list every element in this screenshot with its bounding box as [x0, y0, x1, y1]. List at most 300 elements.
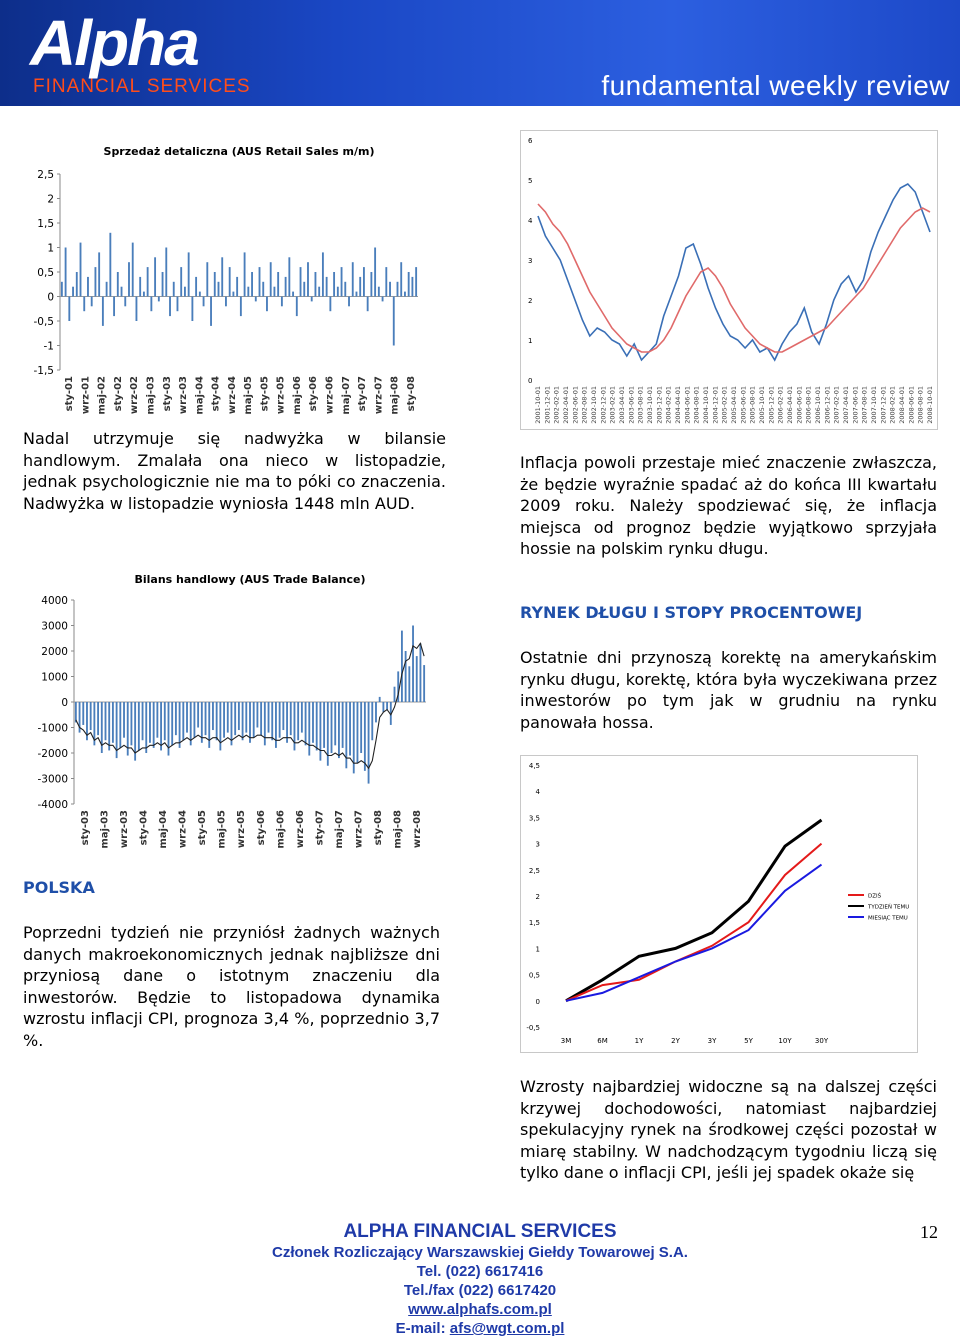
x-tick-label: 2001-12-01	[543, 386, 552, 424]
y-tick-label: 1000	[41, 671, 68, 684]
bar	[113, 297, 115, 317]
inflation-chart	[520, 130, 938, 430]
x-tick-label: 2002-12-01	[599, 386, 608, 424]
bar	[268, 702, 270, 733]
bar	[405, 651, 407, 702]
yield-curve-paragraph: Wzrosty najbardziej widoczne są na dalszej części krzywej dochodowości, natomiast najbardziej spekulacyjny rynek na środkowej części pozostał w miarę stabilny. W nadchodzącym tygodniu liczą się tylko dane o inflacji CPI, jeśli jej spadek okaże się	[520, 1077, 937, 1183]
x-tick-label: sty-06	[255, 810, 267, 846]
bar	[179, 702, 181, 748]
bar	[382, 702, 384, 712]
y-tick-label: 1	[528, 337, 533, 345]
bar	[311, 297, 313, 302]
bar	[173, 282, 175, 297]
bar	[242, 702, 244, 740]
bar	[238, 702, 240, 730]
y-tick-label: 2	[528, 297, 533, 305]
brand-logo: Alpha	[30, 7, 198, 79]
bar	[334, 702, 336, 745]
bar	[386, 702, 388, 710]
x-tick-label: sty-02	[112, 376, 124, 412]
y-tick-label: 3000	[41, 620, 68, 633]
polska-paragraph: Poprzedni tydzień nie przyniósł żadnych ważnych danych makroekonomicznych jednak najbliższe dni przyniosą dane o istotnym znaczeniu dla inwestorów. Będzie to listopadowa dynamika wzrostu inflacji CPI, prognoza 3,4 %, poprzednio 3,7 %.	[23, 923, 440, 1050]
bar	[165, 248, 167, 297]
x-tick-label: maj-04	[158, 810, 169, 849]
bar	[205, 702, 207, 735]
bar	[375, 702, 377, 722]
x-tick-label: 2007-12-01	[879, 386, 888, 424]
bar	[188, 252, 190, 296]
x-tick-label: wrz-03	[178, 376, 190, 415]
bar	[223, 702, 225, 738]
bar	[83, 297, 85, 312]
bar	[210, 297, 212, 326]
x-tick-label: 2007-06-01	[851, 386, 860, 424]
bar	[203, 297, 205, 307]
x-tick-label: 10Y	[778, 1037, 792, 1045]
email-label: E-mail:	[395, 1320, 450, 1337]
bar	[300, 267, 302, 296]
inflation-paragraph: Inflacja powoli przestaje mieć znaczenie zwłaszcza, że będzie wyraźnie spadać aż do końca III kwartału 2009 roku. Należy spodziewać się, że inflacja miejsca od prognoz będzie wyjątkowo sprzyjała hossie na polskim rynku długu.	[520, 453, 937, 559]
bar	[112, 702, 114, 743]
x-tick-label: maj-06	[275, 810, 287, 849]
bar	[199, 292, 201, 297]
x-tick-label: 2004-04-01	[674, 386, 682, 424]
x-tick-label: sty-04	[210, 376, 222, 412]
y-tick-label: 6	[528, 137, 533, 145]
bar	[98, 252, 100, 296]
bar	[397, 282, 399, 297]
x-tick-label: 2005-04-01	[730, 386, 738, 424]
y-tick-label: 1	[535, 945, 540, 954]
y-tick-label: 4,5	[528, 762, 540, 770]
bar	[333, 272, 335, 297]
bar	[348, 297, 350, 307]
bar	[132, 243, 134, 297]
x-tick-label: wrz-04	[226, 376, 238, 415]
bar	[139, 277, 141, 297]
bar	[322, 252, 324, 296]
bar	[221, 257, 223, 296]
bar	[197, 702, 199, 728]
yield-curve-chart	[520, 755, 918, 1053]
x-tick-label: wrz-05	[236, 810, 248, 849]
bar	[208, 702, 210, 748]
bar	[82, 702, 84, 725]
x-tick-label: 2004-12-01	[711, 386, 720, 424]
y-tick-label: -1,5	[33, 365, 54, 377]
x-tick-label: 2008-10-01	[926, 386, 934, 424]
bar	[153, 702, 155, 748]
bar	[394, 687, 396, 702]
bar	[143, 292, 145, 297]
x-tick-label: maj-07	[340, 376, 352, 415]
bar	[180, 267, 182, 296]
x-tick-label: 2005-02-01	[720, 386, 729, 424]
chart-frame	[521, 756, 918, 1053]
y-tick-label: 2000	[41, 646, 68, 658]
x-tick-label: 2001-10-01	[534, 386, 542, 424]
bar	[150, 297, 152, 312]
bar	[91, 297, 93, 307]
bar	[169, 297, 171, 317]
bar	[160, 702, 162, 750]
x-tick-label: 2006-12-01	[823, 386, 832, 424]
x-tick-label: sty-03	[79, 810, 91, 846]
website-link[interactable]: www.alphafs.com.pl	[408, 1301, 552, 1318]
bar	[212, 702, 214, 730]
x-tick-label: 2005-08-01	[748, 386, 757, 424]
bar	[338, 702, 340, 758]
bar	[225, 297, 227, 307]
x-tick-label: 2007-02-01	[832, 386, 841, 424]
bar	[156, 702, 158, 738]
bar	[359, 277, 361, 297]
bar	[401, 631, 403, 702]
bar	[117, 272, 119, 297]
y-tick-label: 0	[61, 697, 68, 709]
x-tick-label: wrz-03	[118, 810, 130, 849]
chart-title: Sprzedaż detaliczna (AUS Retail Sales m/m)	[103, 145, 375, 158]
bar	[68, 297, 70, 322]
x-tick-label: 2002-06-01	[571, 386, 580, 424]
x-tick-label: 2002-04-01	[562, 386, 570, 424]
x-tick-label: 2004-06-01	[683, 386, 692, 424]
bar	[315, 272, 317, 297]
x-tick-label: 2007-10-01	[870, 386, 878, 424]
bar	[344, 282, 346, 297]
x-tick-label: sty-01	[64, 376, 76, 412]
x-tick-label: 2006-06-01	[795, 386, 804, 424]
y-tick-label: 2	[47, 193, 54, 206]
x-tick-label: maj-03	[145, 376, 157, 415]
footer-member: Członek Rozliczający Warszawskiej Giełdy Towarowej S.A.	[272, 1244, 688, 1261]
debt-market-paragraph: Ostatnie dni przynoszą korektę na amerykańskim rynku długu, korektę, która była wyczekiwana przez inwestorów po tym jak w grudniu na rynku panowała hossa.	[520, 648, 937, 732]
trade-balance-paragraph: Nadal utrzymuje się nadwyżka w bilansie handlowym. Zmalała ona nieco w listopadzie, jednak psychologicznie nie ma to póki co znaczenia. Nadwyżka w listopadzie wyniosła 1448 mln AUD.	[23, 429, 446, 513]
bar	[326, 277, 328, 297]
bar	[357, 702, 359, 763]
x-tick-label: 2002-08-01	[580, 386, 589, 424]
y-tick-label: -0,5	[526, 1024, 540, 1032]
bar	[329, 297, 331, 312]
bar	[341, 267, 343, 296]
bar	[131, 702, 133, 745]
bar	[292, 292, 294, 297]
y-tick-label: -4000	[37, 799, 68, 811]
bar	[260, 702, 262, 735]
bar	[331, 702, 333, 753]
x-tick-label: wrz-04	[177, 810, 189, 849]
bar	[279, 702, 281, 738]
y-tick-label: 5	[528, 177, 533, 185]
bar	[301, 702, 303, 733]
bar	[240, 297, 242, 317]
legend-label: DZIŚ	[868, 893, 882, 900]
bar	[275, 702, 277, 748]
y-tick-label: -1000	[37, 722, 68, 735]
x-tick-label: 2004-08-01	[692, 386, 701, 424]
y-tick-label: -3000	[37, 773, 68, 786]
x-tick-label: maj-07	[334, 810, 345, 849]
bar	[138, 702, 140, 750]
bar	[124, 297, 126, 307]
bar	[123, 702, 125, 738]
x-tick-label: sty-08	[373, 810, 385, 846]
bar	[379, 697, 381, 702]
bar	[87, 277, 89, 297]
bar	[232, 292, 234, 297]
bar	[305, 702, 307, 745]
bar	[389, 282, 391, 297]
bar	[297, 702, 299, 740]
x-tick-label: 2003-04-01	[618, 386, 626, 424]
x-tick-label: sty-07	[357, 376, 369, 412]
bar	[368, 702, 370, 784]
retail-sales-chart	[22, 140, 432, 420]
bar	[282, 702, 284, 730]
bar	[186, 702, 188, 733]
x-tick-label: 2004-02-01	[664, 386, 673, 424]
x-tick-label: 2003-08-01	[636, 386, 645, 424]
x-tick-label: 3Y	[707, 1037, 717, 1045]
chart-title: Bilans handlowy (AUS Trade Balance)	[134, 573, 366, 586]
x-tick-label: 2008-02-01	[888, 386, 897, 424]
bar	[244, 252, 246, 296]
bar	[72, 287, 74, 297]
bar	[184, 287, 186, 297]
bar	[94, 267, 96, 296]
x-tick-label: 2005-12-01	[767, 386, 776, 424]
y-tick-label: 2,5	[37, 169, 54, 181]
y-tick-label: 2	[535, 893, 540, 901]
bar	[90, 702, 92, 730]
y-tick-label: 0	[528, 377, 533, 385]
bar	[277, 272, 279, 297]
header-banner	[0, 0, 960, 106]
x-tick-label: wrz-06	[294, 810, 306, 849]
bar	[227, 702, 229, 733]
bar	[75, 702, 77, 722]
bar	[404, 292, 406, 297]
x-tick-label: 30Y	[814, 1037, 829, 1045]
x-tick-label: 2002-10-01	[590, 386, 598, 424]
x-tick-label: wrz-05	[275, 376, 287, 415]
bar	[303, 282, 305, 297]
bar	[415, 267, 417, 296]
x-tick-label: 2003-06-01	[627, 386, 636, 424]
bar	[259, 267, 261, 296]
bar	[216, 702, 218, 740]
x-tick-label: sty-07	[314, 810, 326, 846]
y-tick-label: 4	[535, 788, 540, 797]
bar	[175, 702, 177, 735]
bar	[286, 702, 288, 743]
bar	[364, 702, 366, 771]
bar	[316, 702, 318, 750]
bar	[371, 702, 373, 740]
x-tick-label: wrz-07	[373, 376, 385, 415]
bar	[142, 702, 144, 740]
x-tick-label: maj-05	[243, 376, 255, 415]
x-tick-label: maj-04	[194, 376, 206, 415]
bar	[308, 702, 310, 756]
y-tick-label: 1,5	[37, 218, 54, 230]
x-tick-label: maj-02	[96, 376, 108, 415]
y-tick-label: 0,5	[37, 267, 54, 279]
bar	[262, 282, 264, 297]
bar	[190, 702, 192, 745]
bar	[382, 297, 384, 302]
bar	[97, 702, 99, 735]
y-tick-label: 2,5	[528, 866, 540, 875]
page-number: 12	[920, 1222, 938, 1242]
bar	[253, 702, 255, 738]
x-tick-label: maj-06	[291, 376, 303, 415]
bar	[296, 297, 298, 317]
email-link[interactable]: afs@wgt.com.pl	[449, 1320, 565, 1337]
bar	[128, 262, 130, 296]
x-tick-label: wrz-06	[324, 376, 336, 415]
bar	[121, 287, 123, 297]
x-tick-label: sty-06	[308, 376, 320, 412]
bar	[360, 702, 362, 753]
x-tick-label: 2005-10-01	[758, 386, 766, 424]
bar	[290, 702, 292, 735]
y-tick-label: 4000	[41, 595, 68, 607]
bar	[337, 287, 339, 297]
bar	[412, 626, 414, 703]
chart-frame	[521, 131, 938, 430]
bar	[182, 702, 184, 740]
bar	[65, 248, 67, 297]
bar	[420, 643, 422, 702]
bar	[385, 267, 387, 296]
y-tick-label: 0	[47, 291, 54, 304]
bar	[108, 702, 110, 750]
x-tick-label: 2007-08-01	[860, 386, 869, 424]
bar	[319, 702, 321, 761]
bar	[149, 702, 151, 743]
bar	[323, 702, 325, 748]
bar	[273, 287, 275, 297]
x-tick-label: maj-03	[99, 810, 111, 849]
bar	[231, 702, 233, 745]
bar	[236, 277, 238, 297]
bar	[76, 272, 78, 297]
bar	[229, 267, 231, 296]
x-tick-label: maj-08	[389, 376, 401, 415]
debt-market-heading: RYNEK DŁUGU I STOPY PROCENTOWEJ	[520, 603, 863, 622]
bar	[145, 702, 147, 753]
y-tick-label: -1	[43, 340, 54, 353]
footer-www-row	[0, 1301, 960, 1318]
y-tick-label: 0	[535, 997, 540, 1006]
x-tick-label: sty-05	[197, 810, 209, 846]
bar	[367, 297, 369, 312]
x-tick-label: 2007-04-01	[842, 386, 850, 424]
bar	[342, 702, 344, 748]
footer-company: ALPHA FINANCIAL SERVICES	[343, 1221, 617, 1242]
y-tick-label: -2000	[37, 748, 68, 760]
x-tick-label: 1Y	[634, 1037, 644, 1045]
x-tick-label: sty-04	[138, 810, 150, 846]
x-tick-label: 2006-10-01	[814, 386, 822, 424]
x-tick-label: wrz-01	[80, 376, 92, 415]
y-tick-label: 0,5	[528, 971, 540, 980]
x-tick-label: sty-05	[259, 376, 271, 412]
x-tick-label: 2005-06-01	[739, 386, 748, 424]
bar	[102, 297, 104, 326]
bar	[408, 272, 410, 297]
x-tick-label: 2008-06-01	[907, 386, 916, 424]
x-tick-label: 2Y	[671, 1037, 680, 1045]
bar	[191, 297, 193, 322]
bar	[264, 702, 266, 745]
report-tagline: fundamental weekly review	[601, 70, 950, 101]
x-tick-label: 2002-02-01	[552, 386, 561, 424]
bar	[218, 282, 220, 297]
bar	[158, 297, 160, 302]
bar	[363, 267, 365, 296]
x-tick-label: 5Y	[744, 1037, 753, 1045]
bar	[251, 272, 253, 297]
bar	[136, 297, 138, 322]
bar	[400, 262, 402, 296]
bar	[214, 272, 216, 297]
bar	[411, 277, 413, 297]
bar	[349, 702, 351, 756]
bar	[80, 243, 82, 297]
bar	[105, 702, 107, 740]
footer-tel: Tel. (022) 6617416	[416, 1263, 544, 1280]
bar	[154, 257, 156, 296]
bar	[164, 702, 166, 740]
y-tick-label: -0,5	[33, 316, 54, 328]
bar	[255, 297, 257, 302]
bar	[171, 702, 173, 745]
brand-subtitle: FINANCIAL SERVICES	[33, 76, 251, 97]
bar	[327, 702, 329, 766]
bar	[266, 297, 268, 312]
x-tick-label: 6M	[597, 1037, 608, 1045]
bar	[352, 262, 354, 296]
footer-fax: Tel./fax (022) 6617420	[403, 1282, 557, 1299]
bar	[206, 262, 208, 296]
bar	[256, 702, 258, 728]
x-tick-label: 2008-04-01	[898, 386, 906, 424]
bar	[270, 262, 272, 296]
bar	[307, 262, 309, 296]
bar	[162, 272, 164, 297]
bar	[281, 297, 283, 307]
footer-email-row	[0, 1320, 960, 1337]
y-tick-label: 3	[528, 257, 533, 265]
bar	[193, 702, 195, 738]
bar	[288, 257, 290, 296]
x-tick-label: 2006-08-01	[804, 386, 813, 424]
x-tick-label: sty-08	[405, 376, 417, 412]
y-tick-label: 3	[535, 840, 540, 849]
x-tick-label: sty-03	[161, 376, 173, 412]
x-tick-label: wrz-07	[353, 810, 365, 849]
bar	[378, 287, 380, 297]
bar	[318, 287, 320, 297]
bar	[147, 267, 149, 296]
bar	[61, 282, 63, 297]
y-tick-label: 1	[47, 242, 54, 255]
y-tick-label: 3,5	[528, 814, 540, 823]
x-tick-label: 3M	[560, 1037, 572, 1045]
bar	[356, 292, 358, 297]
